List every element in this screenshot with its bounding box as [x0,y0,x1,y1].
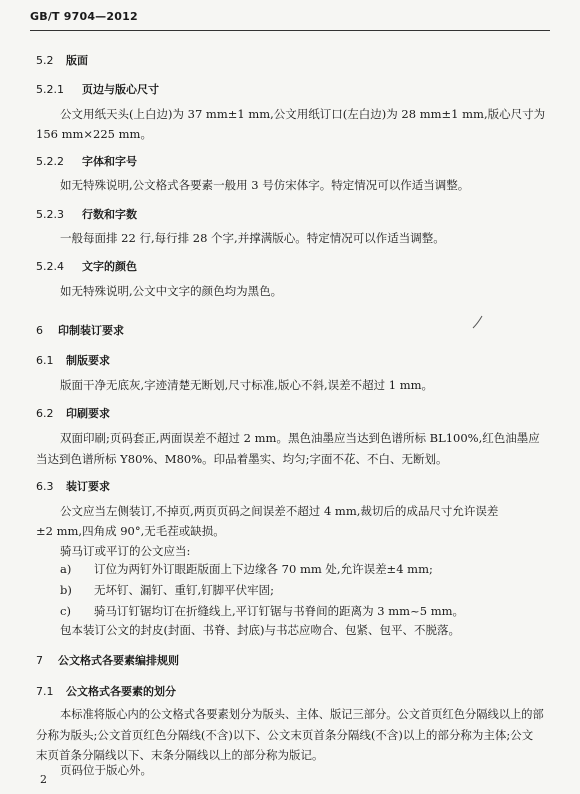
heading-number: 5.2 [36,54,54,67]
paragraph-line: 骑马订或平订的公文应当: [60,544,191,558]
heading-5-2-4 [36,258,137,274]
paragraph-line: 末页首条分隔线以下、末条分隔线以上的部分称为版记。 [36,748,324,762]
paragraph-line: 版面干净无底灰,字迹清楚无断划,尺寸标准,版心不斜,误差不超过 1 mm。 [60,378,434,392]
heading-5-2 [36,52,88,68]
heading-title: 印制装订要求 [58,324,124,337]
heading-title: 印刷要求 [66,407,110,420]
paragraph-line: 页码位于版心外。 [60,763,152,777]
paragraph-line: 如无特殊说明,公文格式各要素一般用 3 号仿宋体字。特定情况可以作适当调整。 [60,178,470,192]
heading-6 [36,322,124,338]
paragraph-line: 一般每面排 22 行,每行排 28 个字,并撑满版心。特定情况可以作适当调整。 [60,231,445,245]
paragraph-line: 公文应当左侧装订,不掉页,两页页码之间误差不超过 4 mm,裁切后的成品尺寸允许误差 [60,504,499,518]
heading-title: 行数和字数 [82,208,137,221]
paragraph-line: ±2 mm,四角成 90°,无毛茬或缺损。 [36,524,225,538]
heading-title: 页边与版心尺寸 [82,83,159,96]
heading-5-2-2 [36,153,137,169]
heading-title: 公文格式各要素的划分 [66,685,176,698]
heading-number: 6.1 [36,354,54,367]
heading-title: 制版要求 [66,354,110,367]
heading-number: 5.2.2 [36,155,64,168]
heading-6-1 [36,352,110,368]
heading-6-3 [36,478,110,494]
heading-number: 7 [36,654,43,667]
heading-number: 6.2 [36,407,54,420]
heading-number: 5.2.4 [36,260,64,273]
heading-7-1 [36,683,176,699]
list-text: 无坏钉、漏钉、重钉,钉脚平伏牢固; [94,583,275,597]
heading-number: 6.3 [36,480,54,493]
paragraph-line: 分称为版头;公文首页红色分隔线(不含)以下、公文末页首条分隔线(不含)以上的部分称为主体;公文 [36,728,534,742]
paragraph-line: 包本装订公文的封皮(封面、书脊、封底)与书芯应吻合、包紧、包平、不脱落。 [60,623,460,637]
heading-5-2-1 [36,81,159,97]
heading-6-2 [36,405,110,421]
paragraph-line: 如无特殊说明,公文中文字的颜色均为黑色。 [60,284,283,298]
list-text: 骑马订钉锯均订在折缝线上,平订钉锯与书脊间的距离为 3 mm~5 mm。 [94,604,465,618]
heading-number: 7.1 [36,685,54,698]
list-marker: a) [60,562,72,576]
list-item [60,582,274,598]
heading-title: 字体和字号 [82,155,137,168]
list-item [60,561,433,577]
heading-number: 5.2.1 [36,83,64,96]
heading-title: 装订要求 [66,480,110,493]
paragraph-line: 当达到色谱所标 Y80%、M80%。印品着墨实、均匀;字面不花、不白、无断划。 [36,452,448,466]
list-marker: b) [60,583,72,597]
paragraph-line: 公文用纸天头(上白边)为 37 mm±1 mm,公文用纸订口(左白边)为 28 mm±1 mm,版心尺寸为 [60,107,546,121]
page-number: 2 [40,773,47,786]
heading-title: 版面 [66,54,88,67]
standard-header: GB/T 9704—2012 [30,10,138,23]
paragraph-line: 本标准将版心内的公文格式各要素划分为版头、主体、版记三部分。公文首页红色分隔线以上的部 [60,708,544,721]
header-rule [30,30,550,31]
heading-title: 公文格式各要素编排规则 [58,654,179,667]
list-item [60,603,464,619]
heading-number: 6 [36,324,43,337]
paragraph-line: 双面印刷;页码套正,两面误差不超过 2 mm。黑色油墨应当达到色谱所标 BL100%,红色油墨应 [60,431,540,445]
list-marker: c) [60,604,71,618]
heading-title: 文字的颜色 [82,260,137,273]
list-text: 订位为两钉外订眼距版面上下边缘各 70 mm 处,允许误差±4 mm; [94,562,433,576]
heading-7 [36,652,179,668]
pen-stroke-mark [470,315,484,329]
heading-5-2-3 [36,206,137,222]
paragraph-line: 156 mm×225 mm。 [36,127,152,141]
heading-number: 5.2.3 [36,208,64,221]
